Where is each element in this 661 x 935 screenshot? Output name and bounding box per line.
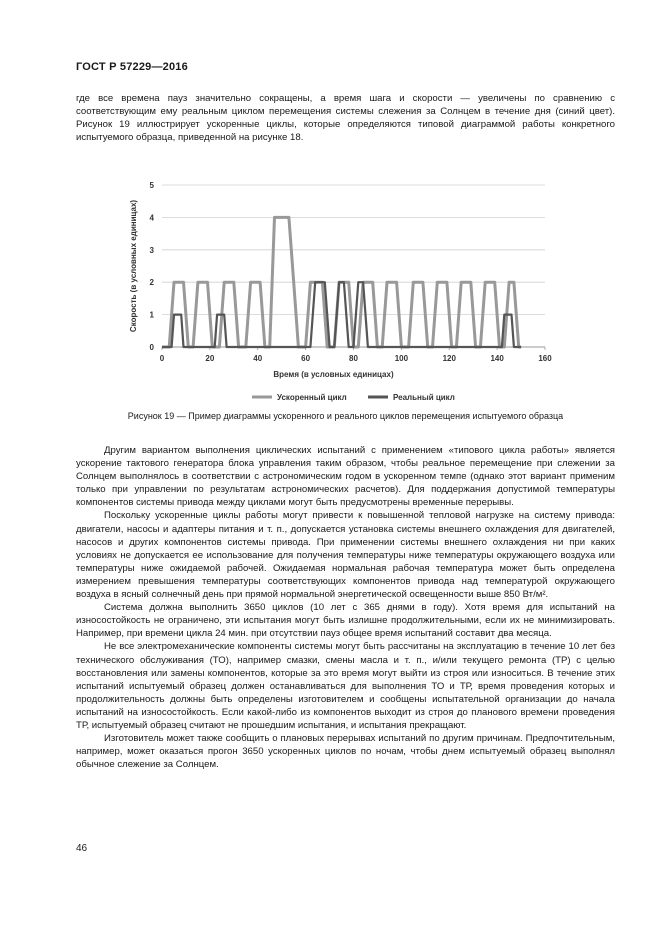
x-tick-label: 160 xyxy=(538,354,552,363)
chart-legend xyxy=(252,393,455,402)
y-tick-label: 4 xyxy=(149,213,154,223)
x-tick-label: 140 xyxy=(490,354,504,363)
x-tick-label: 20 xyxy=(205,354,215,363)
y-axis-label: Скорость (в условных единицах) xyxy=(129,199,138,333)
figure-caption: Рисунок 19 — Пример диаграммы ускоренного и реального циклов перемещения испытуемого образца xyxy=(127,411,564,421)
x-tick-label: 40 xyxy=(253,354,263,363)
page-number: 46 xyxy=(76,843,88,854)
y-tick-label: 2 xyxy=(149,278,154,288)
legend-label-accelerated: Ускоренный цикл xyxy=(277,393,347,402)
x-tick-label: 60 xyxy=(301,354,311,363)
chart-grid xyxy=(162,185,545,315)
x-tick-label: 120 xyxy=(442,354,456,363)
document-header: ГОСТ Р 57229—2016 xyxy=(76,61,188,73)
x-axis-label: Время (в условных единицах) xyxy=(273,370,394,379)
y-tick-label: 1 xyxy=(149,310,154,320)
x-tick-label: 80 xyxy=(349,354,358,363)
speed-time-chart xyxy=(120,170,560,415)
body-paragraph: Система должна выполнить 3650 циклов (10 лет с 365 днями в году). Хотя время для испытаний на износостойкость не ограничено, эти испытания могут быть излишне продолжительными, если их не минимизировать. Например, при времени цикла 24 мин. при отсутствии пауз общее время испытаний составит два месяца. xyxy=(76,602,615,640)
body-paragraph: Поскольку ускоренные циклы работы могут привести к повышенной тепловой нагрузке на систему привода: двигатели, насосы и адаптеры питания и т. п., допускается установка системы внешнего охлаждения для двигателей, насосов и других компонентов системы привода. При применении системы внешнего охлаждения ни при каких условиях не допускается ее использование для получения температуры ниже температуры окружающего воздуха или температуры ниже ожидаемой рабочей. Ожидаемая нормальная рабочая температура может быть определена измерением превышения температуры соответствующих компонентов привода над температурой окружающего воздуха в ясный солнечный день при прямой нормальной энергетической освещенности выше 850 Вт/м². xyxy=(76,510,615,601)
y-tick-label: 3 xyxy=(149,245,154,255)
x-tick-label: 100 xyxy=(394,354,409,363)
x-tick-label: 0 xyxy=(159,354,165,363)
y-tick-label: 5 xyxy=(149,181,154,190)
body-text xyxy=(76,444,615,771)
legend-label-real: Реальный цикл xyxy=(393,393,455,402)
y-tick-label: 0 xyxy=(149,343,154,352)
body-paragraph: Не все электромеханические компоненты системы могут быть рассчитаны на эксплуатацию в течение 10 лет без технического обслуживания (ТО), например смазки, смены масла и т. п., и/или текущего ремонта (ТР) с целью восстановления или замены компонентов, которые за это время могут выйти из строя или износиться. В течение этих испытаний испытуемый образец должен останавливаться для выполнения ТО и ТР, время проведения которых и продолжительность должны быть определены изготовителем и сообщены испытательной организации до начала испытаний на износостойкость. Если какой-либо из компонентов выходит из строя до планового времени проведения ТР, испытуемый образец считают не прошедшим испытания, и испытания прекращают. xyxy=(76,641,615,731)
figure-19 xyxy=(120,170,560,415)
body-paragraph: Другим вариантом выполнения циклических испытаний с применением «типового цикла работы» является ускорение тактового генератора блока управления таким образом, чтобы реальное перемещение при слежении за Солнцем выполнялось в соответствии с астрономическим годом в ускоренном темпе (однако этот вариант применим только при управлении по результатам астрономических расчетов). Для поддержания допустимой температуры компонентов системы привода между циклами могут быть предусмотрены временные перерывы. xyxy=(76,445,615,509)
chart-axes xyxy=(150,181,553,363)
intro-paragraph: где все времена пауз значительно сокращены, а время шага и скорости — увеличены по сравнению с соответствующим ему реальным циклом перемещения системы слежения за Солнцем в течение дня (синий цвет). Рисунок 19 иллюстрирует ускоренные циклы, которые определяются типовой диаграммой работы конкретного испытуемого образца, приведенной на рисунке 18. xyxy=(76,93,615,144)
body-paragraph: Изготовитель может также сообщить о плановых перерывах испытаний по другим причинам. Предпочтительным, например, может оказаться прогон 3650 ускоренных циклов по ночам, чтобы днем испытуемый образец выполнял обычное слежение за Солнцем. xyxy=(76,733,615,771)
